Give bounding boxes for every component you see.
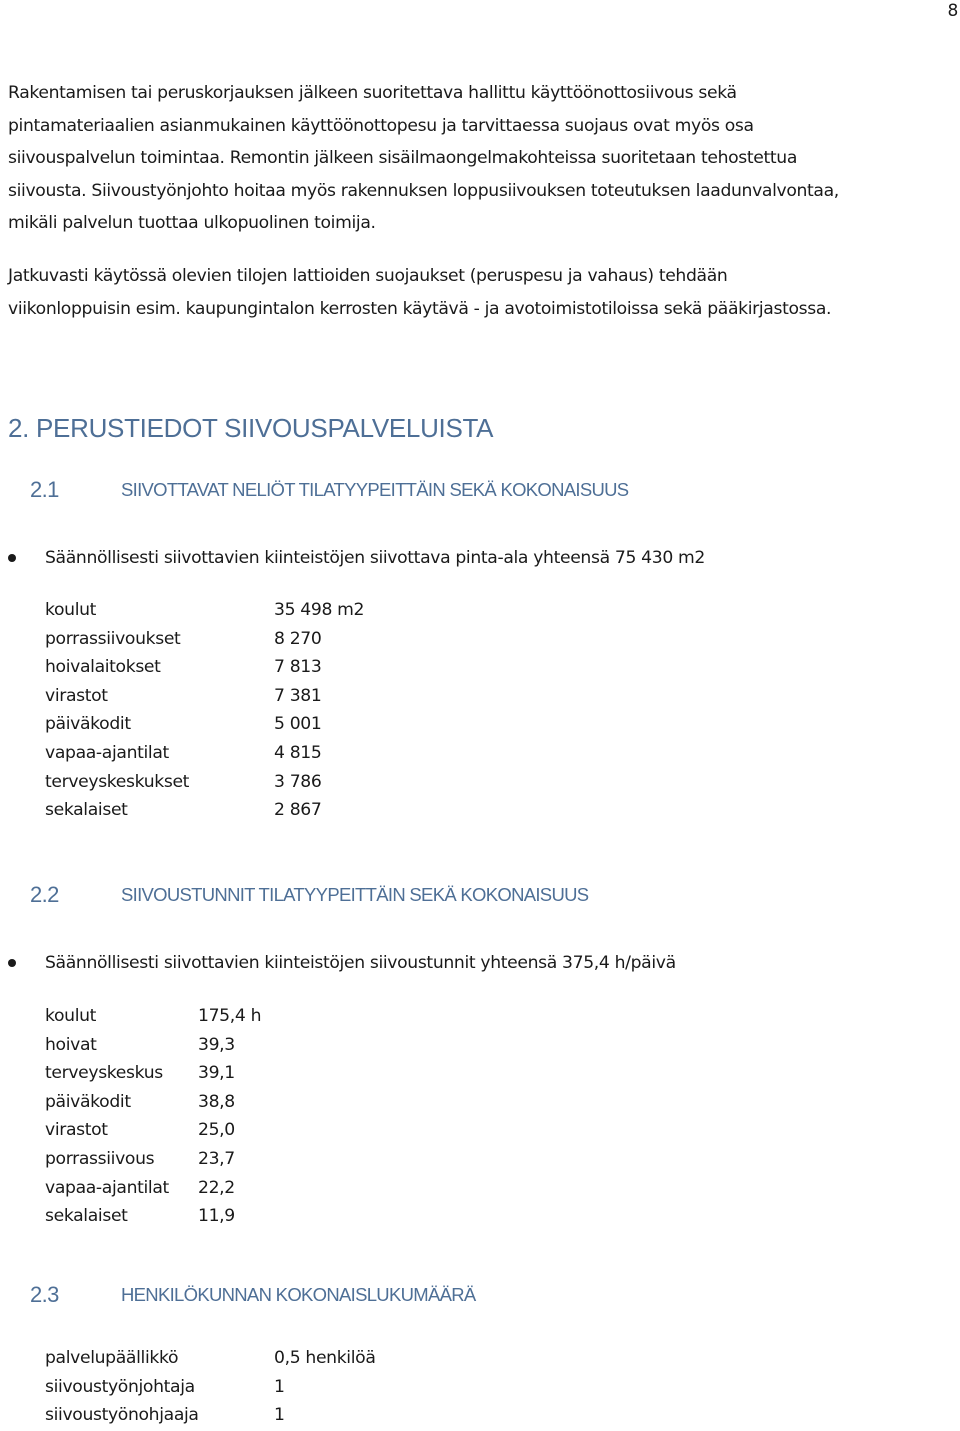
- row-label: sekalaiset: [45, 800, 128, 821]
- section-2-2-number: 2.2: [30, 882, 59, 907]
- paragraph-line: mikäli palvelun tuottaa ulkopuolinen toimija.: [8, 213, 376, 234]
- section-2-1-number: 2.1: [30, 477, 59, 502]
- row-value: 0,5 henkilöä: [274, 1348, 376, 1368]
- row-label: siivoustyönohjaaja: [45, 1405, 199, 1426]
- row-value: 25,0: [198, 1120, 235, 1141]
- row-label: vapaa-ajantilat: [45, 742, 169, 763]
- row-label: sekalaiset: [45, 1206, 128, 1227]
- bullet-icon: [8, 959, 16, 967]
- row-value: 38,8: [198, 1091, 235, 1112]
- row-value: 39,1: [198, 1063, 235, 1084]
- row-value: 11,9: [198, 1206, 235, 1227]
- bullet-text: Säännöllisesti siivottavien kiinteistöjen siivottava pinta-ala yhteensä 75 430 m2: [45, 548, 705, 568]
- row-label: siivoustyönjohtaja: [45, 1376, 195, 1397]
- row-label: terveyskeskukset: [45, 771, 190, 792]
- row-value: 7 813: [274, 657, 322, 678]
- row-label: päiväkodit: [45, 714, 131, 735]
- row-value: 1: [274, 1405, 285, 1426]
- row-value: 175,4 h: [198, 1006, 262, 1026]
- row-value: 35 498 m2: [274, 600, 365, 620]
- page-number: 8: [947, 1, 958, 21]
- row-value: 39,3: [198, 1034, 235, 1055]
- row-label: hoivat: [45, 1034, 97, 1055]
- intro-paragraph: [8, 77, 958, 240]
- section-2-3-title: HENKILÖKUNNAN KOKONAISLUKUMÄÄRÄ: [121, 1284, 476, 1305]
- paragraph-line: pintamateriaalien asianmukainen käyttöönottopesu ja tarvittaessa suojaus ovat myös osa: [8, 115, 754, 136]
- paragraph-line: siivouspalvelun toimintaa. Remontin jälkeen sisäilmaongelmakohteissa suoritetaan tehostettua: [8, 148, 797, 169]
- row-value: 2 867: [274, 800, 322, 821]
- row-value: 8 270: [274, 628, 322, 649]
- row-value: 1: [274, 1376, 285, 1397]
- row-label: terveyskeskus: [45, 1063, 163, 1084]
- row-label: vapaa-ajantilat: [45, 1177, 169, 1198]
- row-value: 7 381: [274, 685, 322, 706]
- row-label: palvelupäällikkö: [45, 1348, 179, 1368]
- row-label: virastot: [45, 1120, 108, 1141]
- section-2-2-title: SIIVOUSTUNNIT TILATYYPEITTÄIN SEKÄ KOKONAISUUS: [121, 884, 589, 905]
- row-label: koulut: [45, 1006, 97, 1026]
- row-label: koulut: [45, 600, 97, 620]
- paragraph-line: Rakentamisen tai peruskorjauksen jälkeen suoritettava hallittu käyttöönottosiivous sekä: [8, 83, 737, 103]
- paragraph-line: Jatkuvasti käytössä olevien tilojen lattioiden suojaukset (peruspesu ja vahaus) tehdään: [8, 266, 728, 286]
- section-2-3-number: 2.3: [30, 1282, 59, 1307]
- row-value: 5 001: [274, 714, 322, 735]
- row-value: 3 786: [274, 771, 322, 792]
- row-label: porrassiivoukset: [45, 628, 181, 649]
- bullet-text: Säännöllisesti siivottavien kiinteistöjen siivoustunnit yhteensä 375,4 h/päivä: [45, 953, 676, 973]
- row-label: virastot: [45, 685, 108, 706]
- row-value: 22,2: [198, 1177, 235, 1198]
- row-label: päiväkodit: [45, 1091, 131, 1112]
- bullet-icon: [8, 554, 16, 562]
- paragraph-line: viikonloppuisin esim. kaupungintalon kerrosten käytävä - ja avotoimistotiloissa sekä pääkirjastossa.: [8, 298, 832, 319]
- row-value: 23,7: [198, 1148, 235, 1169]
- row-label: porrassiivous: [45, 1148, 155, 1169]
- second-paragraph: [8, 260, 958, 325]
- paragraph-line: siivousta. Siivoustyönjohto hoitaa myös rakennuksen loppusiivouksen toteutuksen laadunvalvontaa,: [8, 180, 839, 201]
- section-2-1-title: SIIVOTTAVAT NELIÖT TILATYYPEITTÄIN SEKÄ KOKONAISUUS: [121, 479, 629, 500]
- row-value: 4 815: [274, 742, 322, 763]
- main-heading: 2. PERUSTIEDOT SIIVOUSPALVELUISTA: [8, 413, 494, 443]
- row-label: hoivalaitokset: [45, 657, 161, 678]
